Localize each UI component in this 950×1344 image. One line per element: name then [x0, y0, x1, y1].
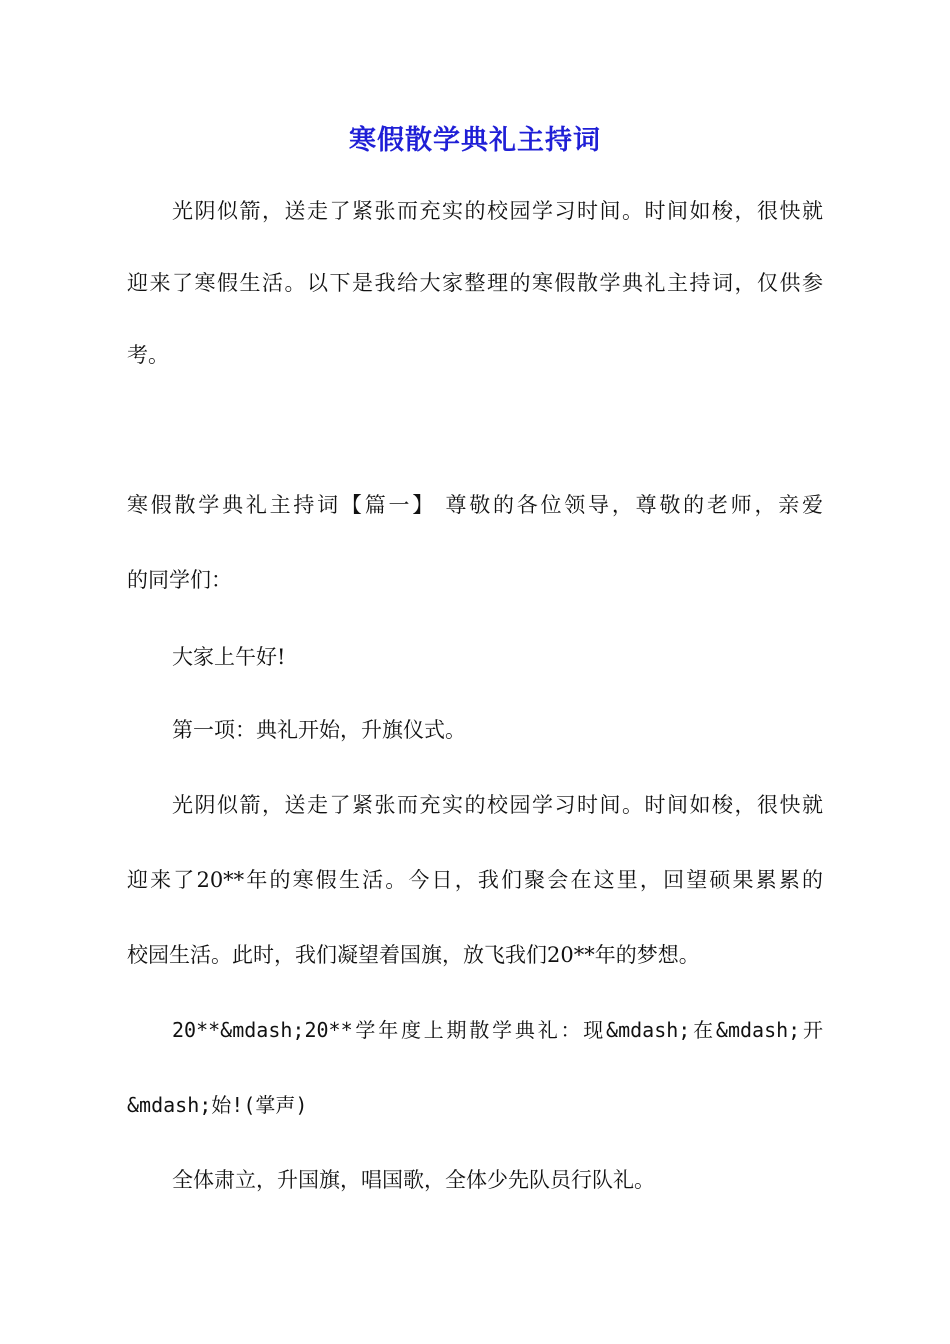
paragraph-1-line-1: 光阴似箭，送走了紧张而充实的校园学习时间。时间如梭，很快就	[172, 793, 823, 817]
paragraph-2-line-1: 20**&mdash;20**学年度上期散学典礼：现&mdash;在&mdash;开	[172, 1018, 823, 1042]
paragraph-3: 全体肃立，升国旗，唱国歌，全体少先队员行队礼。	[172, 1168, 655, 1192]
paragraph-1-line-2: 迎来了20**年的寒假生活。今日，我们聚会在这里，回望硕果累累的	[127, 868, 823, 892]
section-heading-line-2: 的同学们：	[127, 568, 232, 592]
intro-line-1: 光阴似箭，送走了紧张而充实的校园学习时间。时间如梭，很快就	[172, 199, 823, 223]
section-heading-line-1: 寒假散学典礼主持词【篇一】 尊敬的各位领导，尊敬的老师，亲爱	[127, 493, 823, 517]
intro-line-2: 迎来了寒假生活。以下是我给大家整理的寒假散学典礼主持词，仅供参	[127, 271, 823, 295]
paragraph-2-line-2: &mdash;始!(掌声)	[127, 1093, 308, 1117]
intro-line-3: 考。	[127, 343, 169, 367]
document-title: 寒假散学典礼主持词	[349, 125, 601, 156]
agenda-item-1: 第一项：典礼开始，升旗仪式。	[172, 718, 466, 742]
paragraph-1-line-3: 校园生活。此时，我们凝望着国旗，放飞我们20**年的梦想。	[127, 943, 700, 967]
greeting-text: 大家上午好!	[172, 645, 286, 669]
